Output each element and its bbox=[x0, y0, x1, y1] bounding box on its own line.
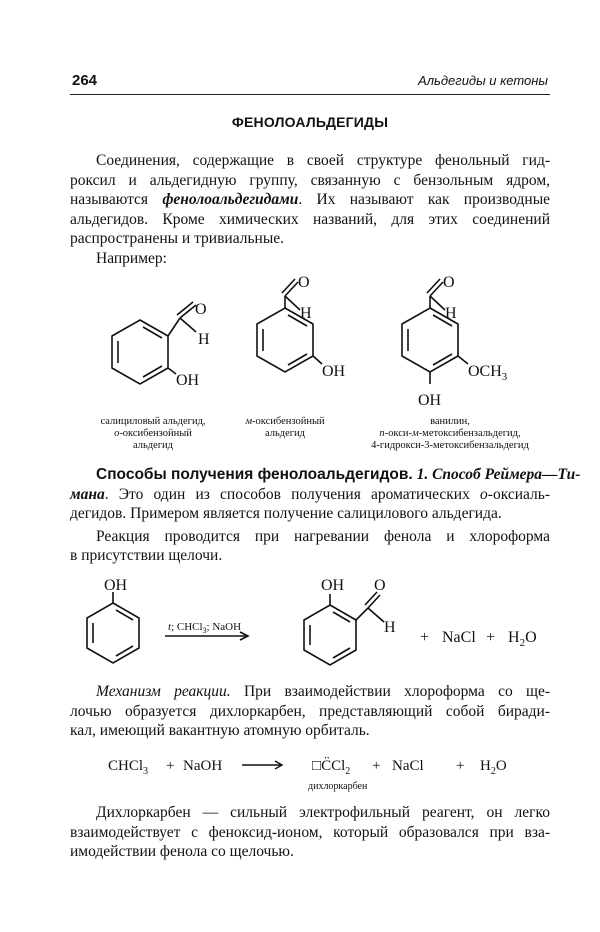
atom-h: H bbox=[198, 331, 210, 348]
hydroxyl-group: OH bbox=[104, 577, 128, 594]
methods-paragraph bbox=[70, 465, 581, 566]
text-line: имодействии фенола со щелочью. bbox=[70, 843, 294, 860]
plus-sign: + bbox=[456, 758, 465, 774]
atom-o: O bbox=[195, 301, 207, 318]
plus-sign: + bbox=[420, 629, 430, 646]
text-line: дегидов. Примером является получение салицилового альдегида. bbox=[70, 505, 502, 522]
hydroxyl-group: OH bbox=[321, 577, 345, 594]
nacl-formula: NaCl bbox=[392, 758, 424, 774]
example-label: Например: bbox=[96, 249, 167, 267]
caption-m-hydroxybenzaldehyde: м-оксибензойный альдегид bbox=[245, 416, 325, 439]
mechanism-lead: Механизм реакции. bbox=[96, 683, 231, 700]
reimer-tiemann-reaction bbox=[0, 570, 600, 680]
text-line: кал, имеющий вакантную атомную орбиталь. bbox=[70, 722, 370, 739]
atom-o: O bbox=[374, 577, 386, 594]
benzene-ring bbox=[112, 320, 168, 384]
text-line: в присутствии щелочи. bbox=[70, 547, 223, 564]
caption-vanillin: ванилин, п-окси-м-метоксибензальдегид, 4-гидрокси-3-метоксибензальдегид bbox=[371, 416, 529, 451]
water-formula: $H_2O$ bbox=[508, 629, 537, 649]
structures-figure bbox=[0, 260, 600, 420]
dichlorocarbene-formula: $□C̈Cl_2$ bbox=[312, 758, 351, 777]
text-line: Механизм реакции. При взаимодействии хлороформа со ще- bbox=[96, 683, 550, 700]
text-line: называются фенолоальдегидами. Их называют как производные bbox=[70, 191, 550, 208]
text-line: роксил и альдегидную группу, связанную с бензольным ядром, bbox=[70, 171, 550, 189]
section-title: ФЕНОЛОАЛЬДЕГИДЫ bbox=[231, 114, 389, 130]
term-phenolaldehydes: фенолоальдегидами bbox=[162, 191, 299, 208]
chloroform-formula: CHCl$_3$ bbox=[108, 758, 149, 777]
benzene-ring bbox=[87, 603, 139, 663]
intro-paragraph bbox=[70, 151, 550, 268]
page-header bbox=[70, 72, 550, 95]
atom-o: O bbox=[443, 274, 455, 291]
water-formula: $H_2O$ bbox=[480, 758, 507, 777]
mechanism-paragraph bbox=[70, 682, 550, 741]
text-line: Реакция проводится при нагревании фенола и хлороформа bbox=[96, 527, 550, 545]
methoxy-group: $OCH_3$ bbox=[468, 363, 508, 383]
atom-h: H bbox=[445, 305, 457, 322]
running-title: Альдегиды и кетоны bbox=[418, 73, 548, 88]
text-line: Соединения, содержащие в своей структуре фенольный гид- bbox=[96, 152, 550, 169]
text-line: Дихлоркарбен — сильный электрофильный реагент, он легко bbox=[96, 804, 550, 821]
hydroxyl-group: OH bbox=[322, 363, 346, 380]
text-line: лочью образуется дихлоркарбен, представляющий собой биради- bbox=[70, 702, 550, 720]
text-line: альдегидов. Кроме химических названий, для этих соединений bbox=[70, 210, 550, 228]
methods-heading: Способы получения фенолоальдегидов. bbox=[96, 466, 413, 483]
plus-sign: + bbox=[486, 629, 496, 646]
text-line: Способы получения фенолоальдегидов. 1. Способ Реймера—Ти- bbox=[96, 466, 581, 483]
caption-salicylaldehyde: салициловый альдегид, о-оксибензойный альдегид bbox=[100, 416, 206, 451]
nacl-formula: NaCl bbox=[442, 629, 476, 646]
reaction-conditions: t; CHCl$_3$; NaOH bbox=[168, 621, 242, 635]
atom-h: H bbox=[384, 619, 396, 636]
plus-sign: + bbox=[166, 758, 175, 774]
hydroxyl-group: OH bbox=[418, 392, 442, 409]
benzene-ring bbox=[304, 605, 356, 665]
naoh-formula: NaOH bbox=[183, 758, 223, 774]
text-line: мана. Это один из способов получения ароматических о-оксиаль- bbox=[70, 485, 550, 503]
dichlorocarbene-label: дихлоркарбен bbox=[308, 781, 368, 792]
atom-o: O bbox=[298, 274, 310, 291]
text-line: распространены и тривиальные. bbox=[70, 230, 284, 247]
dichlorocarbene-reaction bbox=[0, 748, 600, 798]
plus-sign: + bbox=[372, 758, 381, 774]
text-line: взаимодействует с феноксид-ионом, который образовался при вза- bbox=[70, 823, 550, 841]
page-number: 264 bbox=[72, 72, 98, 89]
final-paragraph bbox=[70, 803, 550, 862]
atom-h: H bbox=[300, 305, 312, 322]
hydroxyl-group: OH bbox=[176, 372, 200, 389]
